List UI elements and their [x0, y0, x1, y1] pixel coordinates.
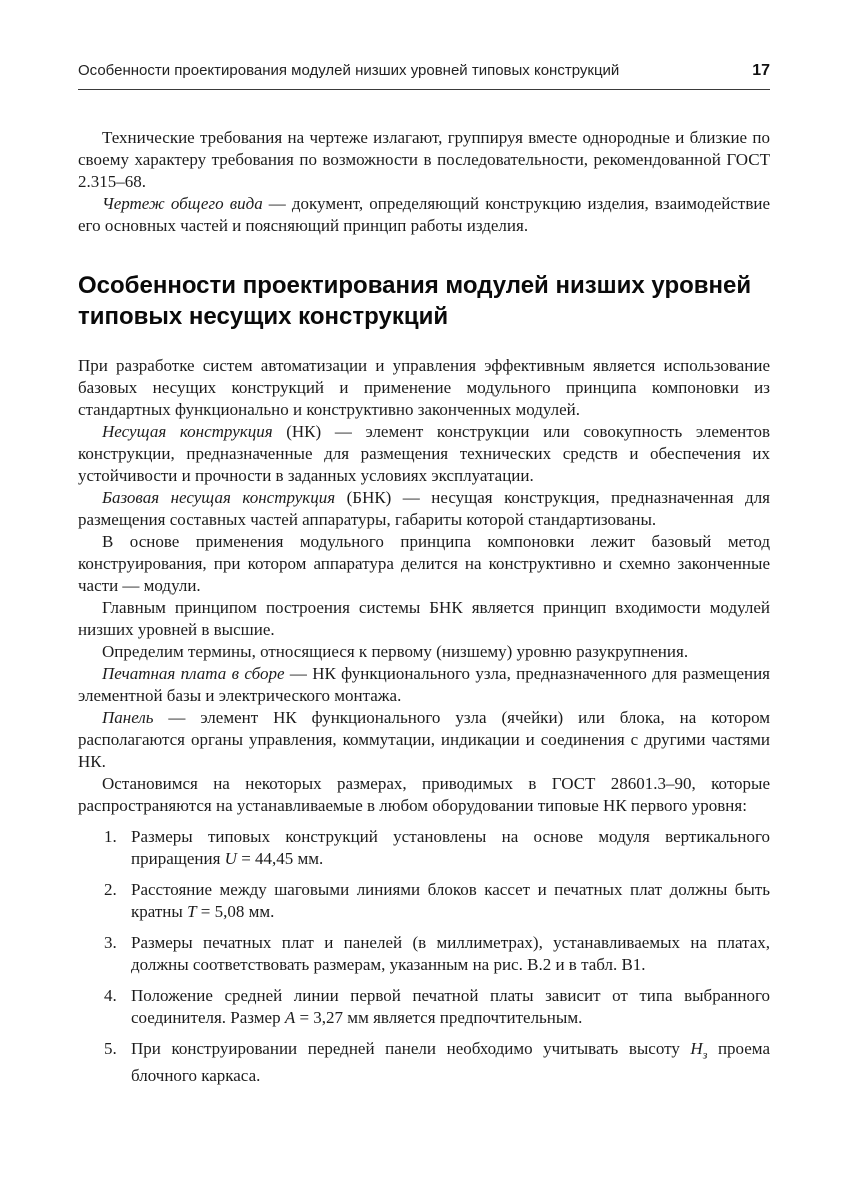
paragraph-section-3: Базовая несущая конструкция (БНК) — несущая конструкция, предназначенная для размещения составных частей аппаратуры, габариты которой стандартизованы.	[78, 488, 770, 529]
list-item-number: 3.	[104, 933, 117, 952]
paragraph-section-8: Панель — элемент НК функционального узла (ячейки) или блока, на котором располагаются органы управления, коммутации, индикации и соединения с другими частями НК.	[78, 708, 770, 771]
list-item-number: 1.	[104, 827, 117, 846]
term-italic: Чертеж общего вида	[102, 194, 263, 213]
paragraph-section-1: При разработке систем автоматизации и управления эффективным является использование базовых несущих конструкций и применение модульного принципа компоновки из стандартных функционально и конструктивно законченных модулей.	[78, 356, 770, 419]
page-number: 17	[752, 62, 770, 79]
paragraph-intro-2: Чертеж общего вида — документ, определяющий конструкцию изделия, взаимодействие его основных частей и поясняющий принцип работы изделия.	[78, 194, 770, 235]
running-head	[78, 62, 770, 90]
list-item-text: Расстояние между шаговыми линиями блоков кассет и печатных плат должны быть кратны T = 5,08 мм.	[131, 880, 770, 921]
term-italic: Базовая несущая конструкция	[102, 488, 336, 507]
variable-subscript: з	[702, 1047, 708, 1062]
variable-italic: U	[224, 849, 237, 868]
running-title: Особенности проектирования модулей низших уровней типовых конструкций	[78, 62, 620, 79]
list-item-text: При конструировании передней панели необходимо учитывать высоту $H_з$ проема блочного каркаса.	[131, 1039, 770, 1086]
list-item-number: 4.	[104, 986, 117, 1005]
term-italic: Печатная плата в сборе	[102, 664, 285, 683]
variable-italic: H	[690, 1039, 703, 1058]
paragraph-section-2: Несущая конструкция (НК) — элемент конструкции или совокупность элементов конструкции, предназначенные для размещения технических средств и обеспечения их устойчивости и прочности в заданных условиях эксплуатации.	[78, 422, 770, 485]
list-item	[104, 826, 770, 870]
term-italic: Несущая конструкция	[102, 422, 273, 441]
paragraph-section-4: В основе применения модульного принципа компоновки лежит базовый метод конструирования, при котором аппаратура делится на конструктивно и схемно законченные части — модули.	[78, 532, 770, 595]
paragraph-section-5: Главным принципом построения системы БНК является принцип входимости модулей низших уровней в высшие.	[78, 598, 770, 639]
body-copy	[78, 127, 770, 1087]
variable-italic: T	[187, 902, 197, 921]
section-title: Особенности проектирования модулей низших уровней типовых несущих конструкций	[78, 272, 752, 330]
paragraph-intro-1: Технические требования на чертеже излагают, группируя вместе однородные и близкие по своему характеру требования по возможности в последовательности, рекомендованной ГОСТ 2.315–68.	[78, 128, 770, 191]
paragraph-section-9: Остановимся на некоторых размерах, приводимых в ГОСТ 28601.3–90, которые распространяются на устанавливаемые в любом оборудовании типовые НК первого уровня:	[78, 774, 770, 815]
list-item-text: Размеры печатных плат и панелей (в миллиметрах), устанавливаемых на платах, должны соответствовать размерам, указанным на рис. В.2 и в табл. В1.	[131, 933, 770, 974]
term-italic: Панель	[102, 708, 154, 727]
list-item-number: 5.	[104, 1039, 117, 1058]
list-item-text: Размеры типовых конструкций установлены на основе модуля вертикального приращения U = 44,45 мм.	[131, 827, 770, 868]
paragraph-section-6: Определим термины, относящиеся к первому (низшему) уровню разукрупнения.	[102, 642, 689, 661]
list-item	[104, 932, 770, 976]
variable-italic: A	[284, 1008, 296, 1027]
list-item	[104, 985, 770, 1029]
numbered-list	[78, 826, 770, 1087]
paragraph-section-7: Печатная плата в сборе — НК функционального узла, предназначенного для размещения элементной базы и электрического монтажа.	[78, 664, 771, 705]
list-item-number: 2.	[104, 880, 117, 899]
list-item	[104, 1038, 770, 1087]
list-item	[104, 879, 770, 923]
list-item-text: Положение средней линии первой печатной платы зависит от типа выбранного соединителя. Размер A = 3,27 мм является предпочтительным.	[131, 986, 770, 1027]
